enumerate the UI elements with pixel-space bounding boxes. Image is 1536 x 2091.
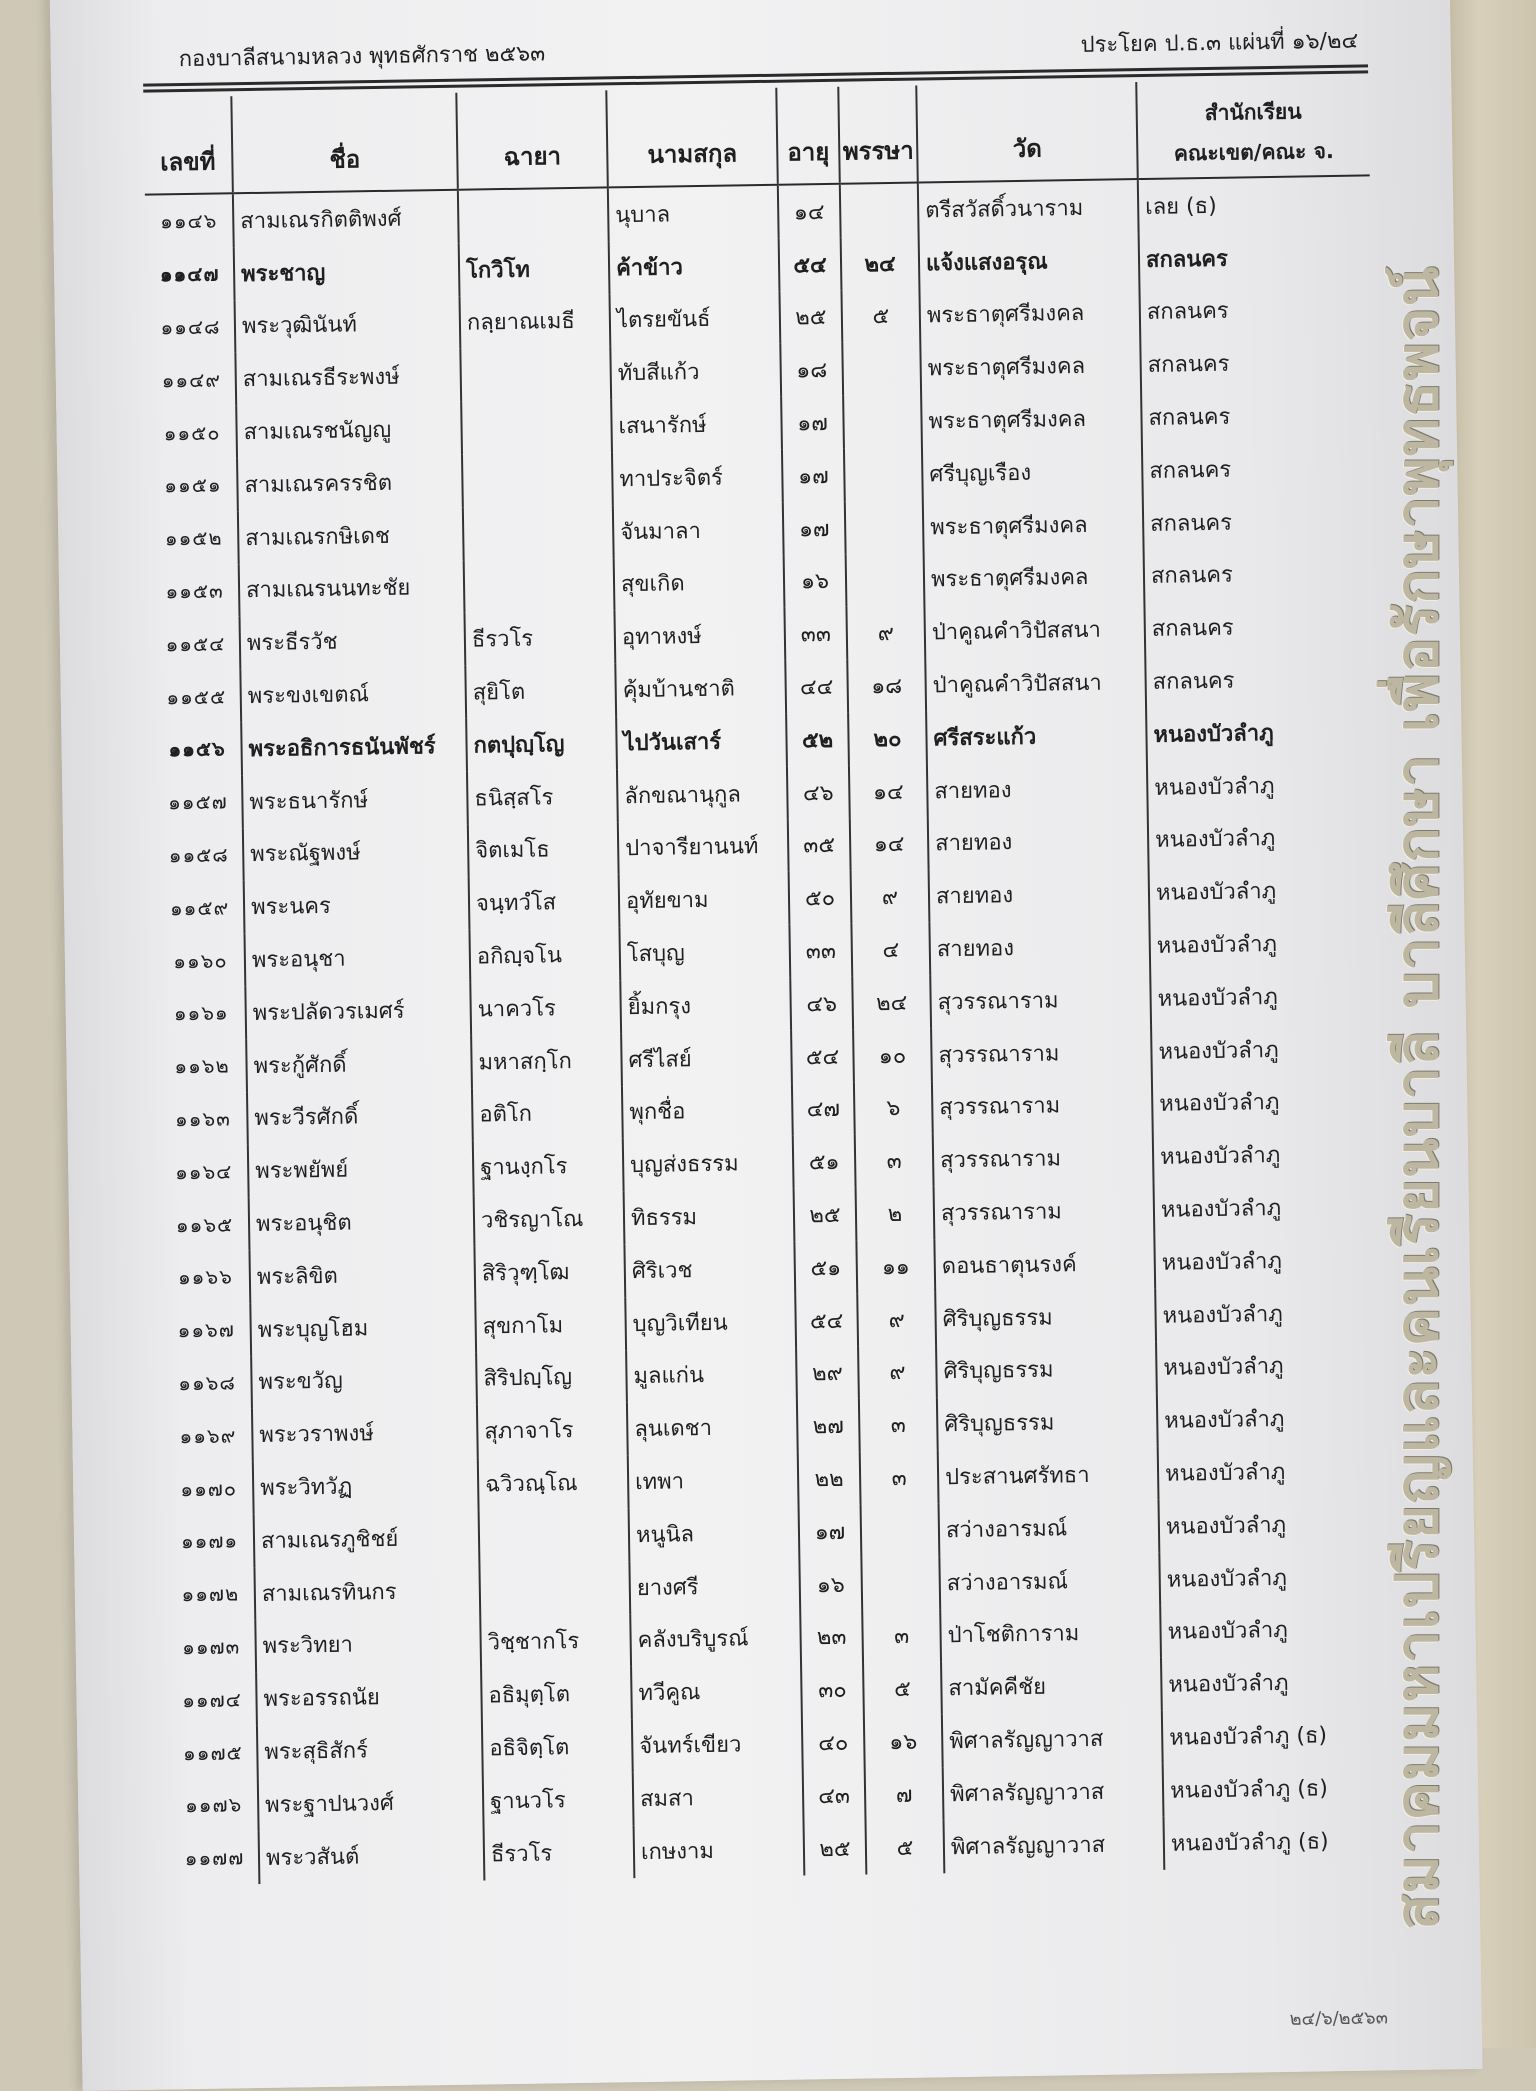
- cell-title: กตปุญฺโญ: [466, 716, 617, 771]
- cell-temple: ศิริบุญธรรม: [935, 1289, 1156, 1345]
- cell-age: ๕๐: [789, 871, 852, 925]
- column-header-no: เลขที่: [143, 96, 233, 194]
- cell-vassa: ๕: [866, 1820, 945, 1874]
- cell-school: หนองบัวลำภู: [1154, 1232, 1387, 1288]
- cell-school: หนองบัวลำภู: [1158, 1443, 1391, 1499]
- cell-name: พระอนุชา: [244, 930, 470, 986]
- cell-surname: อุทาหงษ์: [614, 608, 785, 663]
- cell-title: กลฺยาณเมธี: [460, 294, 611, 349]
- cell-surname: ค้าข้าว: [609, 239, 780, 294]
- cell-age: ๔๖: [790, 977, 853, 1031]
- cell-name: พระขวัญ: [251, 1352, 477, 1408]
- cell-school: หนองบัวลำภู: [1159, 1496, 1392, 1552]
- cell-vassa: ๑๐: [853, 1028, 932, 1082]
- cell-school: หนองบัวลำภู: [1149, 915, 1382, 971]
- cell-school: หนองบัวลำภู: [1160, 1602, 1393, 1658]
- cell-vassa: ๓: [862, 1609, 941, 1663]
- cell-school: สกลนคร: [1144, 599, 1377, 655]
- column-header-school-line2: คณะเขต/คณะ จ.: [1173, 138, 1335, 166]
- cell-vassa: ๓: [860, 1450, 939, 1504]
- cell-school: หนองบัวลำภู: [1154, 1179, 1387, 1235]
- cell-title: ธนิสฺสโร: [467, 769, 618, 824]
- cell-vassa: ๓: [855, 1134, 934, 1188]
- cell-temple: ป่าคูณคำวิปัสสนา: [924, 602, 1145, 658]
- results-table: [143, 78, 1396, 1885]
- cell-name: สามเณรกิตติพงศ์: [233, 190, 459, 247]
- cell-no: ๑๑๖๙: [179, 1423, 237, 1448]
- cell-title: วิชฺชากโร: [480, 1614, 631, 1669]
- cell-title: [460, 347, 611, 402]
- cell-age: ๓๕: [788, 818, 851, 872]
- cell-vassa: ๕: [863, 1662, 942, 1716]
- cell-age: ๑๗: [781, 396, 844, 450]
- cell-name: สามเณรชนัญญู: [236, 402, 462, 458]
- cell-school: หนองบัวลำภู: [1159, 1549, 1392, 1605]
- cell-name: พระวสันต์: [259, 1827, 485, 1883]
- cell-school: หนองบัวลำภู: [1157, 1391, 1390, 1447]
- cell-age: ๒๙: [796, 1346, 859, 1400]
- cell-temple: ศิริบุญธรรม: [937, 1394, 1158, 1450]
- cell-no: ๑๑๗๑: [180, 1528, 239, 1554]
- cell-surname: มูลแก่น: [626, 1347, 797, 1402]
- cell-surname: คุ้มบ้านชาติ: [615, 661, 786, 716]
- cell-temple: สว่างอารมณ์: [939, 1553, 1160, 1609]
- header-page-info: ประโยค ป.ธ.๓ แผ่นที่ ๑๖/๒๔: [1080, 28, 1359, 58]
- cell-surname: โสบุญ: [619, 925, 790, 980]
- cell-title: ธีรวโร: [464, 611, 615, 666]
- cell-age: ๑๖: [784, 554, 847, 608]
- cell-age: ๑๖: [799, 1557, 862, 1611]
- cell-age: ๑๗: [783, 501, 846, 555]
- cell-school: หนองบัวลำภู: [1151, 1021, 1384, 1077]
- cell-vassa: [844, 447, 923, 501]
- cell-surname: หนูนิล: [629, 1505, 800, 1560]
- cell-surname: ทิธรรม: [624, 1189, 795, 1244]
- cell-temple: สายทอง: [927, 761, 1148, 817]
- cell-temple: สว่างอารมณ์: [939, 1500, 1160, 1556]
- cell-no: ๑๑๗๐: [180, 1475, 238, 1501]
- cell-school: สกลนคร: [1144, 546, 1377, 602]
- cell-school: หนองบัวลำภู (ธ): [1163, 1813, 1396, 1869]
- cell-title: [479, 1561, 630, 1616]
- cell-no: ๑๑๔๖: [159, 208, 218, 234]
- footer-date: ๒๔/๖/๒๕๖๓: [1289, 2007, 1389, 2030]
- cell-age: ๑๔: [778, 184, 841, 239]
- cell-no: ๑๑๕๙: [169, 895, 230, 921]
- cell-surname: จันทร์เขียว: [632, 1717, 803, 1772]
- cell-name: พระวิทยา: [255, 1616, 481, 1672]
- cell-school: หนองบัวลำภู: [1153, 1127, 1386, 1183]
- cell-no: ๑๑๕๑: [164, 472, 222, 498]
- cell-name: พระบุญโฮม: [250, 1299, 476, 1355]
- cell-title: สุยิโต: [465, 663, 616, 718]
- cell-age: ๕๑: [793, 1135, 856, 1189]
- cell-no: ๑๑๖๗: [177, 1317, 235, 1343]
- cell-vassa: ๕: [841, 289, 920, 343]
- cell-age: ๒๕: [779, 290, 842, 344]
- cell-vassa: [846, 553, 925, 607]
- cell-vassa: ๙: [846, 606, 925, 660]
- cell-vassa: ๒๔: [841, 236, 920, 290]
- cell-temple: พิศาลรัญญาวาส: [944, 1817, 1165, 1873]
- cell-surname: ทาประจิตร์: [612, 450, 783, 505]
- cell-temple: ป่าคูณคำวิปัสสนา: [925, 655, 1146, 711]
- column-header-title: ฉายา: [456, 90, 608, 189]
- cell-age: ๕๒: [786, 713, 849, 767]
- cell-title: สุขกาโม: [475, 1297, 626, 1352]
- cell-title: อติโก: [472, 1086, 623, 1141]
- cell-title: [461, 400, 612, 455]
- cell-surname: จันมาลา: [613, 502, 784, 557]
- cell-no: ๑๑๖๔: [174, 1159, 233, 1185]
- cell-no: ๑๑๗๖: [184, 1792, 243, 1818]
- cell-temple: ศรีบุญเรือง: [922, 444, 1143, 500]
- cell-no: ๑๑๖๘: [178, 1370, 236, 1396]
- cell-surname: บุญส่งธรรม: [623, 1136, 794, 1191]
- cell-temple: พระธาตุศรีมงคล: [923, 497, 1144, 553]
- cell-surname: สมสา: [633, 1769, 804, 1824]
- table-body: [145, 175, 1396, 1885]
- cell-school: หนองบัวลำภู: [1152, 1074, 1385, 1130]
- cell-age: ๓๓: [784, 607, 847, 661]
- cell-surname: ลุนเดชา: [627, 1400, 798, 1455]
- cell-no: ๑๑๖๒: [174, 1053, 230, 1079]
- cell-surname: เทพา: [628, 1453, 799, 1508]
- cell-temple: พิศาลรัญญาวาส: [943, 1764, 1164, 1820]
- cell-age: ๒๕: [794, 1188, 857, 1242]
- document-sheet: [50, 0, 1483, 2091]
- cell-name: พระวราพงษ์: [252, 1405, 478, 1461]
- cell-no: ๑๑๔๘: [160, 314, 221, 340]
- cell-age: ๑๗: [799, 1504, 862, 1558]
- cell-temple: สุวรรณาราม: [931, 1025, 1152, 1081]
- cell-title: [479, 1508, 630, 1563]
- cell-age: ๔๓: [803, 1768, 866, 1822]
- cell-title: [458, 187, 609, 243]
- column-header-vassa: พรรษา: [838, 86, 918, 184]
- cell-name: พระวิทวัฏ: [253, 1458, 479, 1514]
- cell-name: พระวีรศักดิ์: [247, 1088, 473, 1144]
- cell-vassa: ๑๔: [850, 817, 929, 871]
- cell-no: ๑๑๕๕: [166, 684, 227, 709]
- cell-school: สกลนคร: [1143, 493, 1376, 549]
- cell-temple: แจ้งแสงอรุณ: [919, 233, 1140, 289]
- cell-no: ๑๑๖๑: [173, 1000, 229, 1026]
- cell-temple: ศรีสระแก้ว: [926, 708, 1147, 764]
- cell-vassa: [861, 1503, 940, 1557]
- cell-school: สกลนคร: [1141, 388, 1374, 444]
- cell-title: มหาสกฺโก: [471, 1033, 622, 1088]
- cell-temple: พิศาลรัญญาวาส: [942, 1711, 1163, 1767]
- cell-temple: สุวรรณาราม: [934, 1183, 1155, 1239]
- cell-temple: สุวรรณาราม: [933, 1130, 1154, 1186]
- cell-temple: สามัคคีชัย: [941, 1658, 1162, 1714]
- cell-temple: สายทอง: [928, 814, 1149, 870]
- cell-temple: พระธาตุศรีมงคล: [920, 338, 1141, 394]
- cell-title: นาควโร: [470, 980, 621, 1035]
- cell-no: ๑๑๕๔: [165, 631, 226, 657]
- cell-age: ๔๗: [792, 1082, 855, 1136]
- cell-no: ๑๑๕๒: [164, 525, 223, 551]
- cell-school: หนองบัวลำภู (ธ): [1163, 1760, 1396, 1816]
- cell-temple: สุวรรณาราม: [932, 1077, 1153, 1133]
- cell-school: เลย (ธ): [1138, 175, 1371, 232]
- cell-school: หนองบัวลำภู: [1156, 1338, 1389, 1394]
- cell-name: สามเณรธีระพงษ์: [235, 349, 461, 405]
- cell-age: ๒๒: [798, 1452, 861, 1506]
- cell-surname: ปาจารียานนท์: [618, 819, 789, 874]
- cell-temple: พระธาตุศรีมงคล: [924, 550, 1145, 606]
- cell-surname: บุญวิเทียน: [625, 1294, 796, 1349]
- cell-vassa: ๙: [851, 870, 930, 924]
- cell-age: ๒๓: [800, 1610, 863, 1664]
- cell-no: ๑๑๗๗: [184, 1845, 245, 1871]
- cell-title: จิตเมโธ: [468, 822, 619, 877]
- cell-no: ๑๑๕๘: [168, 842, 229, 868]
- cell-vassa: [861, 1556, 940, 1610]
- cell-vassa: ๙: [858, 1345, 937, 1399]
- cell-name: พระนคร: [244, 877, 470, 933]
- cell-name: พระขงเขตณ์: [240, 666, 466, 722]
- cell-no: ๑๑๕๓: [165, 578, 224, 604]
- cell-title: ธีรวโร: [484, 1825, 635, 1880]
- cell-name: พระสุธิสักร์: [257, 1722, 483, 1778]
- cell-surname: เสนารักษ์: [611, 397, 782, 452]
- cell-surname: อุทัยขาม: [619, 872, 790, 927]
- cell-school: หนองบัวลำภู (ธ): [1162, 1707, 1395, 1763]
- cell-name: พระธนารักษ์: [242, 771, 468, 827]
- cell-vassa: ๑๑: [856, 1239, 935, 1293]
- cell-school: หนองบัวลำภู: [1149, 863, 1382, 919]
- cell-surname: ทวีคูณ: [631, 1664, 802, 1719]
- cell-vassa: ๓: [859, 1398, 938, 1452]
- cell-temple: ป่าโชติการาม: [940, 1605, 1161, 1661]
- cell-surname: ทับสีแก้ว: [610, 344, 781, 399]
- cell-surname: สุขเกิด: [614, 555, 785, 610]
- cell-no: ๑๑๗๓: [181, 1634, 241, 1660]
- cell-school: สกลนคร: [1145, 652, 1378, 708]
- cell-surname: ลักขณานุกูล: [617, 766, 788, 821]
- cell-name: พระฐาปนวงศ์: [258, 1774, 484, 1830]
- cell-name: สามเณรกษิเดช: [238, 507, 464, 563]
- cell-vassa: ๑๘: [847, 659, 926, 713]
- column-header-age: อายุ: [776, 87, 840, 185]
- cell-title: สุภาจาโร: [477, 1403, 628, 1458]
- cell-school: หนองบัวลำภู: [1150, 968, 1383, 1024]
- cell-name: พระลิขิต: [249, 1247, 475, 1303]
- cell-name: สามเณรภูชิชย์: [254, 1510, 480, 1566]
- cell-vassa: ๑๔: [849, 764, 928, 818]
- cell-no: ๑๑๗๒: [181, 1581, 240, 1607]
- cell-vassa: ๗: [865, 1767, 944, 1821]
- cell-vassa: ๙: [857, 1292, 936, 1346]
- cell-surname: ศิริเวช: [624, 1242, 795, 1297]
- cell-vassa: [840, 183, 919, 238]
- cell-surname: คลังบริบูรณ์: [630, 1611, 801, 1666]
- cell-temple: ตรีสวัสดิ์วนาราม: [918, 179, 1139, 236]
- cell-surname: ไตรยขันธ์: [609, 291, 780, 346]
- cell-temple: สายทอง: [929, 866, 1150, 922]
- cell-temple: ศิริบุญธรรม: [936, 1341, 1157, 1397]
- header-exam-board: กองบาลีสนามหลวง พุทธศักราช ๒๕๖๓: [178, 41, 546, 73]
- cell-school: สกลนคร: [1140, 335, 1373, 391]
- cell-no: ๑๑๗๔: [182, 1687, 242, 1712]
- column-header-school-line1: สำนักเรียน: [1204, 99, 1302, 125]
- cell-vassa: [845, 500, 924, 554]
- cell-name: พระวุฒินันท์: [235, 296, 461, 352]
- cell-surname: ยางศรี: [629, 1558, 800, 1613]
- cell-name: พระพยัพย์: [248, 1141, 474, 1197]
- cell-temple: สุวรรณาราม: [930, 972, 1151, 1028]
- cell-vassa: ๒: [856, 1187, 935, 1241]
- cell-vassa: ๒๐: [848, 711, 927, 765]
- cell-title: อธิมุตฺโต: [481, 1667, 632, 1722]
- cell-title: อธิจิตฺโต: [482, 1719, 633, 1774]
- cell-school: หนองบัวลำภู: [1161, 1655, 1394, 1711]
- cell-name: พระชาญ: [234, 244, 460, 300]
- cell-name: พระอนุชิต: [249, 1194, 475, 1250]
- cell-no: ๑๑๖๕: [175, 1211, 234, 1237]
- cell-name: สามเณรทินกร: [254, 1563, 480, 1619]
- cell-school: หนองบัวลำภู: [1147, 757, 1380, 813]
- cell-school: สกลนคร: [1139, 229, 1372, 285]
- cell-name: พระธีรวัช: [240, 613, 466, 669]
- cell-title: ฐานงฺกโร: [473, 1139, 624, 1194]
- cell-age: ๕๔: [779, 238, 842, 292]
- cell-title: อกิญฺจโน: [469, 927, 620, 982]
- cell-surname: พุกชื่อ: [622, 1083, 793, 1138]
- cell-school: สกลนคร: [1139, 282, 1372, 338]
- cell-no: ๑๑๕๗: [167, 789, 228, 815]
- cell-no: ๑๑๗๕: [182, 1739, 243, 1765]
- cell-vassa: [842, 342, 921, 396]
- cell-temple: พระธาตุศรีมงคล: [921, 391, 1142, 447]
- cell-school: หนองบัวลำภู: [1146, 704, 1379, 760]
- cell-temple: พระธาตุศรีมงคล: [919, 286, 1140, 342]
- cell-title: จนฺทวํโส: [469, 875, 620, 930]
- cell-no: ๑๑๖๖: [177, 1264, 233, 1290]
- cell-title: โกวิโท: [459, 241, 610, 296]
- cell-name: พระอรรถนัย: [256, 1669, 482, 1725]
- cell-age: ๓๓: [789, 924, 852, 978]
- cell-surname: ศรีไสย์: [621, 1030, 792, 1085]
- cell-vassa: [843, 395, 922, 449]
- cell-age: ๔๔: [785, 660, 848, 714]
- cell-school: สกลนคร: [1142, 440, 1375, 496]
- cell-title: สิริปญฺโญ: [476, 1350, 627, 1405]
- cell-age: ๒๗: [797, 1399, 860, 1453]
- cell-title: วชิรญาโณ: [474, 1191, 625, 1246]
- cell-no: ๑๑๖๓: [174, 1106, 231, 1132]
- cell-no: ๑๑๕๐: [163, 420, 221, 445]
- cell-vassa: ๔: [851, 923, 930, 977]
- cell-name: พระปลัดวรเมศร์: [245, 983, 471, 1039]
- cell-age: ๕๔: [791, 1029, 854, 1083]
- cell-age: ๑๗: [782, 449, 845, 503]
- cell-title: [462, 452, 613, 507]
- cell-title: สิริวุฑฺโฒ: [474, 1244, 625, 1299]
- cell-surname: เกษงาม: [634, 1822, 805, 1877]
- cell-vassa: ๒๔: [852, 975, 931, 1029]
- cell-no: ๑๑๔๙: [161, 367, 222, 393]
- cell-age: ๑๘: [780, 343, 843, 397]
- watermark-text: สมาคมมหาเปรียญและคนเรียนบาลี บาลีศึกษา เพื่อรักษาพุทธพจน์: [1383, 265, 1451, 1930]
- cell-age: ๕๑: [794, 1241, 857, 1295]
- column-header-temple: วัด: [916, 82, 1137, 182]
- cell-age: ๕๔: [795, 1293, 858, 1347]
- cell-vassa: ๖: [854, 1081, 933, 1135]
- column-header-name: ชื่อ: [231, 93, 457, 194]
- cell-name: พระอธิการธนันพัชร์: [241, 719, 467, 775]
- cell-surname: ยิ้มกรุง: [620, 978, 791, 1033]
- column-header-school: [1136, 78, 1369, 179]
- cell-temple: สายทอง: [929, 919, 1150, 975]
- cell-title: ฐานวโร: [483, 1772, 634, 1827]
- cell-school: หนองบัวลำภู: [1148, 810, 1381, 866]
- cell-school: หนองบัวลำภู: [1155, 1285, 1388, 1341]
- table-header-row: [143, 78, 1369, 194]
- cell-title: ฉวิวณฺโณ: [478, 1455, 629, 1510]
- cell-age: ๒๕: [804, 1821, 867, 1875]
- cell-no: ๑๑๖๐: [173, 947, 228, 973]
- cell-name: สามเณรนนทะชัย: [239, 560, 465, 616]
- cell-name: พระกู้ศักดิ์: [246, 1035, 472, 1091]
- cell-temple: ดอนธาตุนรงค์: [934, 1236, 1155, 1292]
- cell-vassa: ๑๖: [864, 1714, 943, 1768]
- cell-age: ๔๖: [787, 765, 850, 819]
- cell-name: พระณัฐพงษ์: [243, 824, 469, 880]
- cell-no: ๑๑๕๖: [168, 736, 226, 762]
- cell-surname: นุบาล: [608, 185, 779, 241]
- cell-title: [464, 558, 615, 613]
- cell-name: สามเณรครรชิต: [237, 455, 463, 511]
- cell-temple: ประสานศรัทธา: [938, 1447, 1159, 1503]
- cell-surname: ไปวันเสาร์: [616, 714, 787, 769]
- cell-age: ๓๐: [801, 1663, 864, 1717]
- column-header-surname: นามสกุล: [606, 88, 778, 188]
- cell-age: ๔๐: [802, 1716, 865, 1770]
- cell-title: [463, 505, 614, 560]
- cell-no: ๑๑๔๗: [159, 261, 220, 287]
